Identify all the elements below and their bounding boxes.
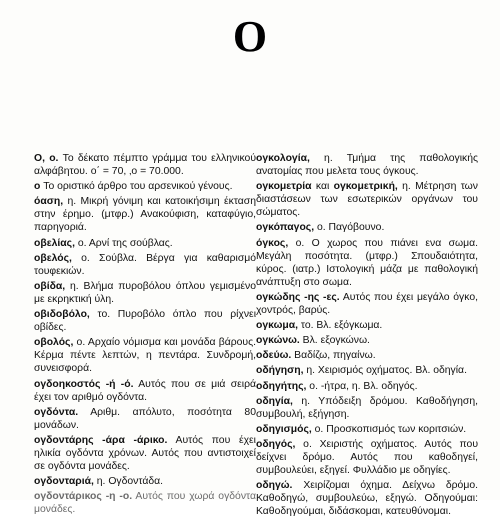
dictionary-entry	[34, 195, 256, 234]
entry-headword: ογκωμα,	[256, 320, 298, 332]
entry-headword: ογδοντάρικος -η -ο.	[34, 491, 133, 503]
entry-definition: ο. Αρχαίο νόμισμα και μονάδα βάρους. Κέρμα πέντε λεπτών, η πεντάρα. Συνδρομή, συνεισφορά.	[34, 337, 256, 375]
entry-definition: η. Ογδοντάδα.	[93, 476, 164, 488]
dictionary-entry	[34, 434, 256, 473]
entry-headword: ογκώδης -ης -ες.	[256, 291, 340, 303]
dictionary-entry	[256, 395, 478, 421]
entry-definition: Χειρίζομαι όχημα. Δείχνω δρόμο. Καθοδηγώ, συμβουλεύω, εξηγώ. Οδηγούμαι: Καθοδηγούμαι, διδάσκομαι, κατευθύνομαι.	[256, 480, 478, 518]
dictionary-entry	[256, 334, 478, 347]
entry-definition: η. Χειρισμός οχήματος. Βλ. οδηγία.	[303, 365, 467, 377]
entry-definition: η. Υπόδειξη δρόμου. Καθοδήγηση, συμβουλή, εξήγηση.	[256, 395, 478, 420]
entry-headword: οβίδα,	[34, 280, 66, 292]
entry-definition: ο. -ήτρα, η. Βλ. οδηγός.	[306, 380, 418, 392]
entry-headword: οδηγισμός,	[256, 423, 312, 435]
dictionary-entry	[34, 406, 256, 432]
dictionary-entry	[256, 180, 478, 219]
entry-definition: Αριθμ. απόλυτο, ποσότητα 80 μονάδων.	[34, 406, 256, 431]
entry-headword: οδεύω.	[256, 350, 292, 362]
entry-headword: O, o.	[34, 153, 59, 164]
entry-headword: οβιδοβόλο,	[34, 309, 90, 321]
entry-headword: όγκος,	[256, 237, 289, 249]
section-letter: O	[232, 12, 268, 61]
entry-headword: οβελός,	[34, 252, 72, 264]
entry-headword: ογκώνω.	[256, 335, 300, 347]
entry-headword: οβολός,	[34, 337, 74, 349]
entry-definition: Αυτός που έχει μεγάλο όγκο, χοντρός, βαρύς.	[256, 291, 478, 317]
dictionary-entry	[256, 364, 478, 377]
dictionary-entry	[34, 336, 256, 375]
entry-headword: ογδονταριά,	[34, 476, 94, 488]
entry-definition: η. Βλήμα πυροβόλου όπλου γεμισμένο με εκρηκτική ύλη.	[34, 280, 256, 305]
dictionary-entry	[34, 237, 256, 250]
dictionary-entry	[34, 475, 256, 488]
dictionary-entry	[34, 280, 256, 306]
entry-definition: ο. Ο χωρος που πιάνει ενα σωμα. Μεγάλη ποσότητα. (μτφρ.) Σπουδαιότητα, κύρος. (ιατρ.) Ιστολογική μάζα με παθολογική ανάπτυξη στο σωμα.	[256, 237, 478, 288]
entry-definition: η. Τμήμα της παθολογικής ανατομίας που μελετα τους όγκους.	[256, 153, 478, 178]
dictionary-entry	[256, 423, 478, 436]
entry-definition: Αυτός που έχει ηλικία ογδόντα χρόνων. Αυτός που αντιστοιχεί σε ογδόντα μονάδες.	[34, 434, 256, 473]
left-column	[34, 152, 256, 518]
dictionary-entry	[256, 479, 478, 518]
right-column	[256, 152, 478, 520]
dictionary-entry	[256, 349, 478, 362]
dictionary-entry	[256, 438, 478, 477]
entry-headword: ογδοηκοστός -ή -ό.	[34, 378, 134, 390]
dictionary-entry	[34, 378, 256, 404]
entry-definition: το. Πυροβόλο όπλο που ρίχνει οβίδες.	[34, 309, 256, 334]
dictionary-entry	[256, 380, 478, 393]
entry-definition: Βαδίζω, πηγαίνω.	[291, 350, 376, 362]
entry-definition-cont: η. Μέτρηση των διαστάσεων των εσωτερικών οργάνων του σώματος.	[256, 181, 478, 219]
entry-headword-variant: ογκομετρική,	[333, 181, 398, 193]
dictionary-entry	[34, 490, 256, 516]
entry-definition: ο. Αρνί της σούβλας.	[74, 237, 173, 249]
entry-headword: οδηγός,	[256, 438, 296, 450]
entry-definition: το. Βλ. εξόγκωμα.	[297, 320, 383, 332]
entry-headword: ογκομετρία	[256, 181, 312, 193]
entry-definition: Το δέκατο πέμπτο γράμμα του ελληνικού αλφάβητου. o΄ = 70, ‚o = 70.000.	[34, 153, 257, 178]
dictionary-entry	[34, 152, 256, 178]
entry-definition: ο. Παγόβουνο.	[314, 222, 385, 234]
dictionary-entry	[256, 237, 478, 289]
dictionary-entry	[256, 319, 478, 332]
entry-headword: οδήγηση,	[256, 365, 304, 377]
entry-definition: Αυτός που σε μιά σειρά έχει τον αριθμό ογδόντα.	[34, 378, 256, 403]
entry-headword: o	[34, 181, 41, 193]
dictionary-entry	[256, 291, 478, 317]
dictionary-entry	[34, 252, 256, 278]
entry-definition: η. Μικρή γόνιμη και κατοικήσιμη έκταση στην έρημο. (μτφρ.) Ανακούφιση, καταφύγιο, παρηγοριά.	[34, 196, 256, 234]
entry-definition: Βλ. εξογκώνω.	[299, 335, 370, 347]
entry-definition: ο. Προσκοπισμός των κοριτσιών.	[311, 423, 467, 435]
entry-definition: Το οριστικό άρθρο του αρσενικού γένους.	[40, 181, 233, 193]
dictionary-entry	[34, 180, 256, 193]
entry-definition: ο. Σούβλα. Βέργα για καθαρισμό τουφεκιών.	[34, 252, 256, 277]
entry-headword: όαση,	[34, 196, 64, 208]
entry-definition: και	[311, 181, 334, 193]
dictionary-entry	[34, 308, 256, 334]
dictionary-entry	[256, 221, 478, 234]
entry-headword: ογκολογία,	[256, 153, 310, 164]
entry-headword: οδηγώ.	[256, 480, 293, 492]
entry-definition: ο. Χειριστής οχήματος. Αυτός που δείχνει δρόμο. Αυτός που καθοδηγεί, συμβουλεύει, εξηγεί. Φυλλάδιο με οδηγίες.	[256, 438, 478, 477]
entry-headword: οδηγήτης,	[256, 380, 307, 392]
entry-headword: οδηγία,	[256, 395, 293, 407]
entry-headword: οβελίας,	[34, 237, 75, 249]
dictionary-entry	[256, 152, 478, 178]
entry-headword: ογκόπαγος,	[256, 222, 315, 234]
entry-headword: ογδοντάρης -άρα -άρικο.	[34, 434, 168, 446]
entry-headword: ογδόντα.	[34, 406, 79, 418]
entry-definition: Αυτός που χωρά ογδόντα μονάδες.	[34, 491, 256, 516]
